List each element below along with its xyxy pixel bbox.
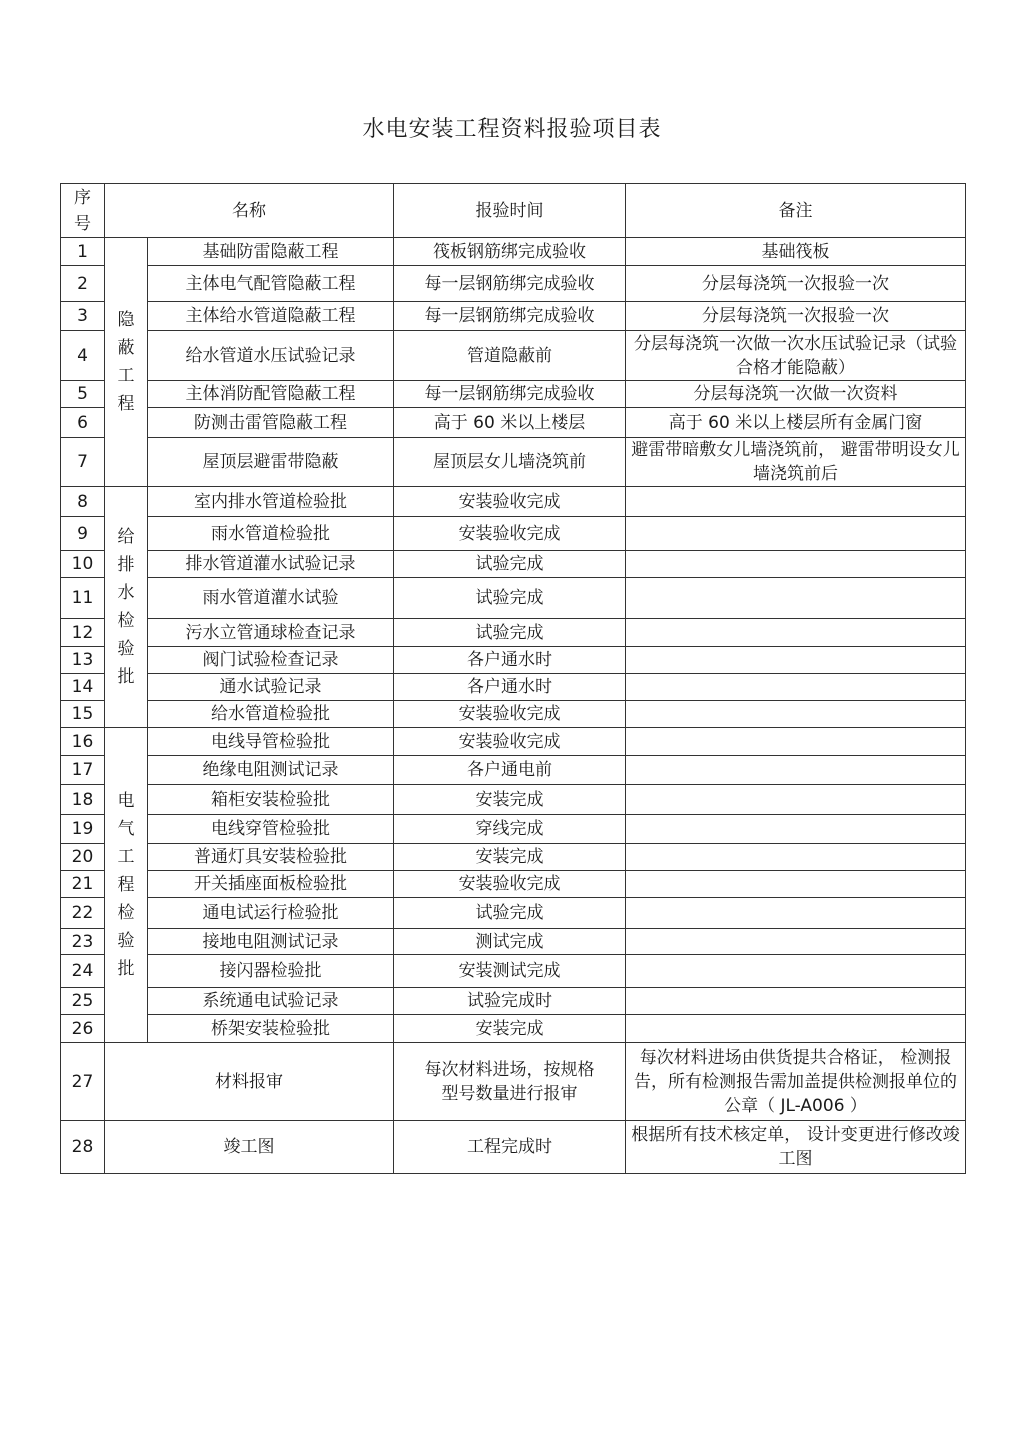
table-row (61, 1043, 966, 1121)
item-name: 防测击雷管隐蔽工程 (148, 408, 394, 438)
item-name: 材料报审 (105, 1043, 394, 1121)
row-number: 13 (61, 647, 105, 674)
remark: 分层每浇筑一次做一次水压试验记录（试验合格才能隐蔽） (626, 331, 966, 381)
inspection-time: 各户通电前 (394, 756, 626, 785)
item-name: 雨水管道灌水试验 (148, 578, 394, 619)
table-row (61, 1121, 966, 1174)
remark (626, 1015, 966, 1043)
row-number: 7 (61, 438, 105, 487)
item-name: 开关插座面板检验批 (148, 871, 394, 898)
row-number: 14 (61, 674, 105, 701)
table-row (61, 955, 966, 988)
table-row (61, 756, 966, 785)
table-row (61, 674, 966, 701)
remark (626, 871, 966, 898)
row-number: 24 (61, 955, 105, 988)
row-number: 12 (61, 619, 105, 647)
row-number: 23 (61, 929, 105, 955)
page-title: 水电安装工程资料报验项目表 (362, 117, 662, 142)
inspection-time: 试验完成时 (394, 988, 626, 1015)
row-number: 9 (61, 517, 105, 551)
table-row (61, 619, 966, 647)
row-number: 8 (61, 487, 105, 517)
item-name: 主体消防配管隐蔽工程 (148, 381, 394, 408)
remark: 分层每浇筑一次做一次资料 (626, 381, 966, 408)
header-time: 报验时间 (394, 184, 626, 238)
row-number: 2 (61, 266, 105, 302)
inspection-time: 安装验收完成 (394, 487, 626, 517)
remark (626, 517, 966, 551)
remark (626, 701, 966, 728)
header-note: 备注 (626, 184, 966, 238)
group-label-electric: 电气工程检验批 (105, 728, 148, 1043)
group-label-water: 给排水检验批 (105, 487, 148, 728)
remark (626, 844, 966, 871)
table-row (61, 844, 966, 871)
row-number: 5 (61, 381, 105, 408)
table-row (61, 408, 966, 438)
item-name: 桥架安装检验批 (148, 1015, 394, 1043)
inspection-time: 安装验收完成 (394, 517, 626, 551)
remark: 分层每浇筑一次报验一次 (626, 302, 966, 331)
inspection-time: 每一层钢筋绑完成验收 (394, 302, 626, 331)
item-name: 给水管道检验批 (148, 701, 394, 728)
remark (626, 728, 966, 756)
header-seq: 序号 (61, 184, 105, 238)
table-row (61, 988, 966, 1015)
table-row (61, 929, 966, 955)
item-name: 系统通电试验记录 (148, 988, 394, 1015)
item-name: 雨水管道检验批 (148, 517, 394, 551)
table-row (61, 331, 966, 381)
row-number: 16 (61, 728, 105, 756)
table-row (61, 815, 966, 844)
inspection-time: 试验完成 (394, 551, 626, 578)
inspection-time: 每一层钢筋绑完成验收 (394, 381, 626, 408)
row-number: 21 (61, 871, 105, 898)
item-name: 屋顶层避雷带隐蔽 (148, 438, 394, 487)
row-number: 28 (61, 1121, 105, 1174)
item-name: 绝缘电阻测试记录 (148, 756, 394, 785)
item-name: 污水立管通球检查记录 (148, 619, 394, 647)
remark (626, 929, 966, 955)
inspection-time: 管道隐蔽前 (394, 331, 626, 381)
table-row (61, 898, 966, 929)
row-number: 22 (61, 898, 105, 929)
remark: 高于 60 米以上楼层所有金属门窗 (626, 408, 966, 438)
table-row (61, 551, 966, 578)
inspection-time: 每次材料进场，按规格型号数量进行报审 (394, 1043, 626, 1121)
row-number: 6 (61, 408, 105, 438)
table-row (61, 728, 966, 756)
row-number: 17 (61, 756, 105, 785)
item-name: 主体给水管道隐蔽工程 (148, 302, 394, 331)
item-name: 给水管道水压试验记录 (148, 331, 394, 381)
inspection-time: 试验完成 (394, 898, 626, 929)
remark (626, 674, 966, 701)
header-name: 名称 (105, 184, 394, 238)
table-row (61, 1015, 966, 1043)
row-number: 25 (61, 988, 105, 1015)
table-row (61, 438, 966, 487)
row-number: 19 (61, 815, 105, 844)
table-row (61, 266, 966, 302)
remark: 分层每浇筑一次报验一次 (626, 266, 966, 302)
item-name: 基础防雷隐蔽工程 (148, 238, 394, 266)
inspection-time: 试验完成 (394, 619, 626, 647)
item-name: 通电试运行检验批 (148, 898, 394, 929)
item-name: 电线导管检验批 (148, 728, 394, 756)
item-name: 阀门试验检查记录 (148, 647, 394, 674)
inspection-time: 测试完成 (394, 929, 626, 955)
item-name: 室内排水管道检验批 (148, 487, 394, 517)
item-name: 普通灯具安装检验批 (148, 844, 394, 871)
item-name: 电线穿管检验批 (148, 815, 394, 844)
remark (626, 955, 966, 988)
item-name: 接地电阻测试记录 (148, 929, 394, 955)
item-name: 接闪器检验批 (148, 955, 394, 988)
table-row (61, 871, 966, 898)
row-number: 10 (61, 551, 105, 578)
inspection-time: 安装验收完成 (394, 701, 626, 728)
row-number: 1 (61, 238, 105, 266)
table-row (61, 238, 966, 266)
inspection-time: 安装完成 (394, 844, 626, 871)
row-number: 26 (61, 1015, 105, 1043)
table-row (61, 517, 966, 551)
row-number: 11 (61, 578, 105, 619)
table-row (61, 302, 966, 331)
inspection-time: 安装完成 (394, 785, 626, 815)
remark (626, 898, 966, 929)
row-number: 4 (61, 331, 105, 381)
row-number: 18 (61, 785, 105, 815)
table-row (61, 647, 966, 674)
inspection-time: 各户通水时 (394, 647, 626, 674)
inspection-time: 安装完成 (394, 1015, 626, 1043)
remark (626, 815, 966, 844)
table-row (61, 487, 966, 517)
table-row (61, 381, 966, 408)
inspection-time: 穿线完成 (394, 815, 626, 844)
inspection-time: 各户通水时 (394, 674, 626, 701)
remark (626, 487, 966, 517)
remark (626, 785, 966, 815)
row-number: 27 (61, 1043, 105, 1121)
inspection-time: 屋顶层女儿墙浇筑前 (394, 438, 626, 487)
inspection-time: 高于 60 米以上楼层 (394, 408, 626, 438)
remark (626, 647, 966, 674)
group-label-hidden: 隐蔽工程 (105, 238, 148, 487)
item-name: 箱柜安装检验批 (148, 785, 394, 815)
remark: 根据所有技术核定单， 设计变更进行修改竣工图 (626, 1121, 966, 1174)
row-number: 15 (61, 701, 105, 728)
remark (626, 551, 966, 578)
inspection-time: 安装测试完成 (394, 955, 626, 988)
remark (626, 756, 966, 785)
table-row (61, 785, 966, 815)
remark: 避雷带暗敷女儿墙浇筑前， 避雷带明设女儿墙浇筑前后 (626, 438, 966, 487)
remark (626, 988, 966, 1015)
report-table (60, 183, 966, 1174)
item-name: 排水管道灌水试验记录 (148, 551, 394, 578)
row-number: 3 (61, 302, 105, 331)
inspection-time: 安装验收完成 (394, 728, 626, 756)
header-row (61, 184, 966, 238)
item-name: 通水试验记录 (148, 674, 394, 701)
table-row (61, 578, 966, 619)
remark (626, 619, 966, 647)
remark: 每次材料进场由供货提共合格证， 检测报告，所有检测报告需加盖提供检测报单位的公章（ JL-A006 ） (626, 1043, 966, 1121)
remark: 基础筏板 (626, 238, 966, 266)
inspection-time: 筏板钢筋绑完成验收 (394, 238, 626, 266)
inspection-time: 工程完成时 (394, 1121, 626, 1174)
item-name: 竣工图 (105, 1121, 394, 1174)
inspection-time: 每一层钢筋绑完成验收 (394, 266, 626, 302)
table-row (61, 701, 966, 728)
row-number: 20 (61, 844, 105, 871)
inspection-time: 安装验收完成 (394, 871, 626, 898)
item-name: 主体电气配管隐蔽工程 (148, 266, 394, 302)
remark (626, 578, 966, 619)
inspection-time: 试验完成 (394, 578, 626, 619)
